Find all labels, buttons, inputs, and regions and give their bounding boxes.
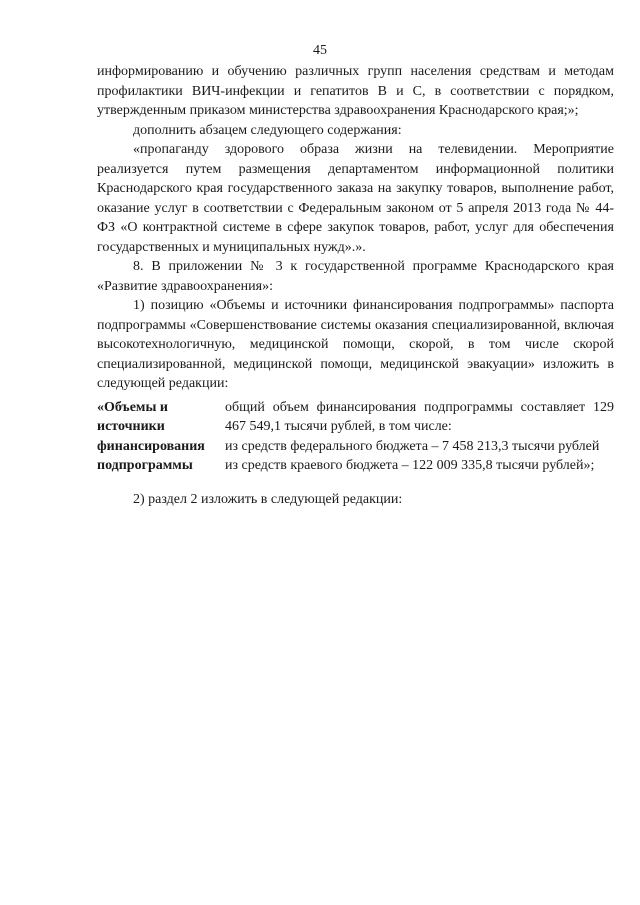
funding-total: общий объем финансирования подпрограммы составляет 129 467 549,1 тысячи рублей, в том числе: — [225, 399, 614, 434]
funding-label-line: финансирования — [97, 438, 205, 454]
paragraph-healthy-lifestyle: «пропаганду здорового образа жизни на телевидении. Мероприятие реализуется путем размещения департаментом информационной политики Краснодарского края государственного заказа на закупку товаров, выполнение работ, оказание услуг в соответствии с Федеральным законом от 5 апреля 2013 года № 44-ФЗ «О контрактной системе в сфере закупок товаров, работ, услуг для обеспечения государственных и муниципальных нужд».». — [97, 142, 614, 255]
paragraph-add-clause: дополнить абзацем следующего содержания: — [133, 122, 402, 138]
funding-label-line: подпрограммы — [97, 458, 193, 473]
funding-table-label — [97, 398, 225, 476]
page-number: 45 — [313, 43, 327, 58]
funding-federal: из средств федерального бюджета – 7 458 213,3 тысячи рублей — [225, 438, 600, 454]
paragraph-hiv-prevention: информированию и обучению различных групп населения средствам и методам профилактики ВИЧ-инфекции и гепатитов В и С, в соответствии с порядком, утвержденным приказом министерства здравоохранения Краснодарского края;»; — [97, 64, 614, 118]
paragraph-appendix-3: 8. В приложении № 3 к государственной программе Краснодарского края «Развитие здравоохранения»: — [97, 259, 614, 294]
funding-table-values — [225, 398, 614, 476]
funding-label-line: источники — [97, 419, 165, 434]
document-body — [97, 62, 614, 509]
funding-label-line: «Объемы и — [97, 399, 168, 415]
paragraph-section-2: 2) раздел 2 изложить в следующей редакции: — [133, 491, 403, 507]
funding-regional: из средств краевого бюджета – 122 009 335,8 тысячи рублей»; — [225, 458, 595, 473]
paragraph-funding-position: 1) позицию «Объемы и источники финансирования подпрограммы» паспорта подпрограммы «Совершенствование системы оказания специализированной, включая высокотехнологичную, медицинской помощи, скорой, в том числе скорой специализированной, медицинской помощи, медицинской эвакуации» изложить в следующей редакции: — [97, 298, 614, 391]
funding-table — [97, 398, 614, 476]
